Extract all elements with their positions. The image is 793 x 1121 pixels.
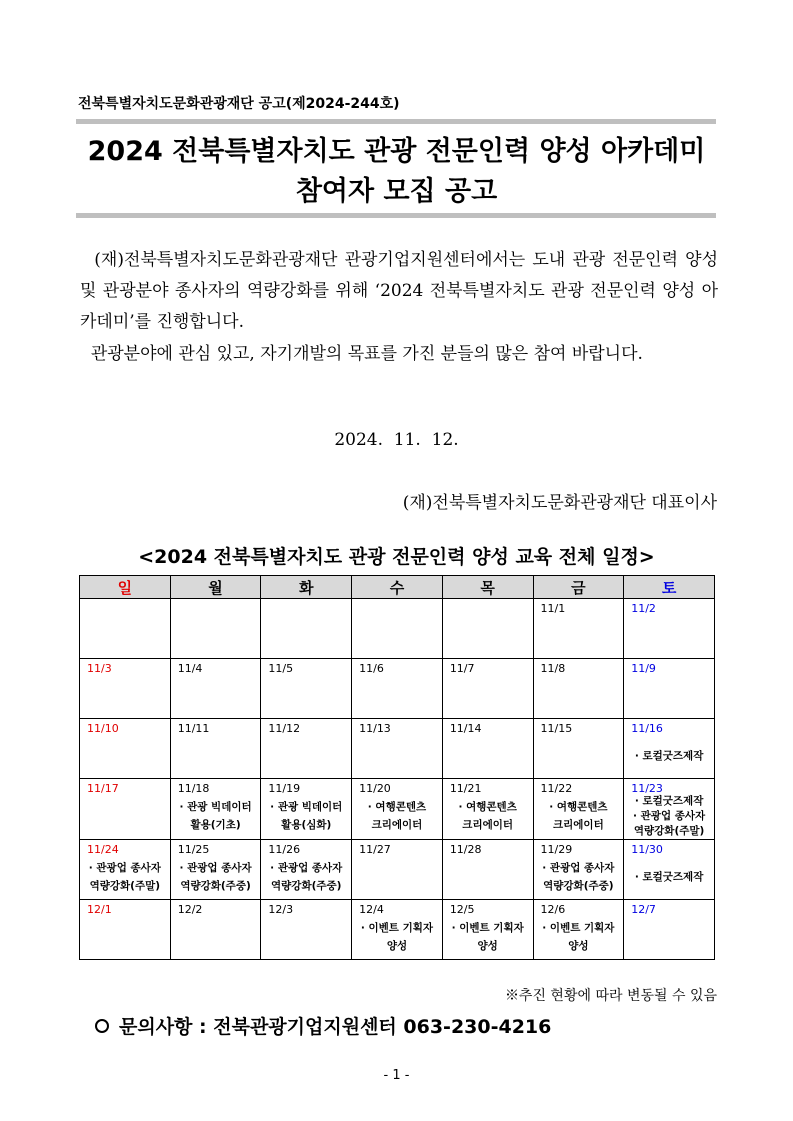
calendar-cell (442, 779, 533, 840)
event-line: 역량강화(주중) (271, 880, 342, 892)
calendar-cell (261, 900, 352, 960)
event-line: · 관광업 종사자 (179, 862, 252, 874)
calendar-cell (261, 599, 352, 659)
page-number: - 1 - (383, 1068, 410, 1083)
event-line: 양성 (477, 940, 498, 952)
calendar-week-row (80, 779, 715, 840)
calendar-cell (533, 719, 624, 779)
schedule-note: ※추진 현황에 따라 변동될 수 있음 (504, 988, 717, 1004)
cell-date: 11/2 (631, 602, 656, 615)
day-header-1: 월 (170, 576, 261, 599)
calendar-week-row (80, 840, 715, 900)
cell-date: 12/1 (87, 903, 112, 916)
calendar-cell (170, 900, 261, 960)
cell-date: 11/30 (631, 843, 663, 856)
event-line: · 관광업 종사자 (270, 862, 343, 874)
cell-events (534, 859, 624, 895)
calendar-cell (624, 840, 715, 900)
calendar-cell (624, 659, 715, 719)
event-line: 역량강화(주말) (633, 825, 705, 837)
cell-events (534, 919, 624, 955)
calendar-week-row (80, 900, 715, 960)
document-title-line1: 2024 전북특별자치도 관광 전문인력 양성 아카데미 (87, 136, 706, 167)
cell-date: 12/3 (268, 903, 294, 916)
event-line: · 로컬굿즈제작 (634, 750, 704, 762)
cell-date: 11/12 (268, 722, 301, 735)
cell-date: 11/14 (449, 722, 482, 735)
cell-date (352, 599, 442, 602)
intro-paragraph (80, 245, 718, 338)
invitation-paragraph-text: 관광분야에 관심 있고, 자기개발의 목표를 가진 분들의 많은 참여 바랍니다. (90, 344, 643, 364)
calendar-cell (261, 659, 352, 719)
schedule-title: <2024 전북특별자치도 관광 전문인력 양성 교육 전체 일정> (138, 546, 655, 568)
cell-date: 11/29 (540, 843, 573, 856)
event-line: 역량강화(주중) (180, 880, 251, 892)
calendar-cell (624, 599, 715, 659)
event-line: · 관광 빅데이터 (270, 801, 343, 813)
calendar-cell (261, 779, 352, 840)
calendar-cell (170, 599, 261, 659)
cell-date: 12/4 (359, 903, 384, 916)
event-line: 양성 (568, 940, 589, 952)
calendar-cell (352, 599, 443, 659)
calendar-cell (80, 900, 171, 960)
cell-date: 11/6 (359, 662, 384, 675)
cell-events (624, 794, 714, 839)
cell-date: 11/3 (87, 662, 112, 675)
calendar-cell (533, 659, 624, 719)
cell-date: 11/18 (177, 782, 210, 795)
event-line: 크리에이터 (553, 819, 604, 831)
cell-events (352, 798, 442, 834)
calendar-cell (352, 900, 443, 960)
event-line: · 여행콘텐츠 (458, 801, 517, 813)
event-line: 크리에이터 (371, 819, 423, 831)
schedule-calendar (79, 575, 715, 960)
cell-date: 12/2 (177, 903, 203, 916)
event-line: 역량강화(주말) (89, 880, 161, 892)
calendar-cell (80, 840, 171, 900)
cell-events (171, 798, 261, 834)
calendar-cell (624, 900, 715, 960)
cell-date: 11/22 (540, 782, 573, 795)
invitation-paragraph (80, 339, 718, 370)
cell-date: 11/23 (631, 782, 663, 795)
cell-date (443, 599, 533, 602)
cell-events (443, 919, 533, 955)
event-line: 크리에이터 (462, 819, 514, 831)
cell-events (261, 859, 351, 895)
day-header-6: 토 (624, 576, 715, 599)
cell-date (80, 599, 170, 602)
intro-paragraph-text: (재)전북특별자치도문화관광재단 관광기업지원센터에서는 도내 관광 전문인력 양성 및 관광분야 종사자의 역량강화를 위해 ‘2024 전북특별자치도 관광 전문인력 양성 아카데미’를 진행합니다. (80, 250, 718, 332)
cell-events (171, 859, 261, 895)
calendar-cell (442, 659, 533, 719)
event-line: · 이벤트 기획자 (360, 922, 434, 934)
cell-events (624, 747, 714, 765)
event-line: · 이벤트 기획자 (542, 922, 615, 934)
calendar-cell (170, 659, 261, 719)
cell-events (443, 798, 533, 834)
cell-date: 11/24 (87, 843, 119, 856)
event-line: · 로컬굿즈제작 (634, 871, 704, 883)
cell-date: 11/28 (449, 843, 482, 856)
calendar-cell (170, 779, 261, 840)
calendar-cell (261, 719, 352, 779)
cell-date: 11/9 (631, 662, 656, 675)
calendar-header-row (80, 576, 715, 599)
event-line: 역량강화(주중) (543, 880, 614, 892)
calendar-cell (442, 840, 533, 900)
cell-events (534, 798, 624, 834)
cell-date (261, 599, 351, 602)
calendar-cell (80, 659, 171, 719)
event-line: · 관광업 종사자 (88, 862, 161, 874)
document-title-line2: 참여자 모집 공고 (295, 176, 498, 207)
calendar-cell (533, 840, 624, 900)
calendar-cell (442, 900, 533, 960)
event-line: · 로컬굿즈제작 (634, 795, 704, 807)
event-line: · 이벤트 기획자 (451, 922, 524, 934)
calendar-cell (80, 719, 171, 779)
calendar-cell (170, 840, 261, 900)
cell-events (352, 919, 442, 955)
event-line: 활용(심화) (281, 819, 332, 831)
event-line: 양성 (386, 940, 408, 952)
cell-date: 11/13 (359, 722, 391, 735)
event-line: · 여행콘텐츠 (367, 801, 427, 813)
cell-date: 11/20 (359, 782, 391, 795)
cell-date: 11/19 (268, 782, 301, 795)
notice-number: 전북특별자치도문화관광재단 공고(제2024-244호) (78, 96, 400, 112)
calendar-cell (442, 719, 533, 779)
notice-date: 2024. 11. 12. (334, 430, 459, 450)
calendar-cell (442, 599, 533, 659)
cell-events (80, 859, 170, 895)
cell-events (624, 868, 714, 886)
cell-date: 11/25 (177, 843, 210, 856)
cell-date: 11/26 (268, 843, 301, 856)
calendar-cell (80, 599, 171, 659)
calendar-week-row (80, 719, 715, 779)
cell-date: 12/5 (449, 903, 475, 916)
cell-date: 11/15 (540, 722, 573, 735)
calendar-week-row (80, 659, 715, 719)
calendar-cell (352, 779, 443, 840)
top-divider (76, 119, 716, 124)
circle-bullet-icon (95, 1019, 109, 1033)
calendar-cell (352, 719, 443, 779)
cell-date: 11/1 (540, 602, 566, 615)
calendar-cell (80, 779, 171, 840)
cell-date: 11/17 (87, 782, 119, 795)
calendar-cell (352, 840, 443, 900)
event-line: · 관광업 종사자 (633, 810, 706, 822)
cell-date: 11/4 (177, 662, 203, 675)
bottom-divider (76, 213, 716, 218)
calendar-body (80, 599, 715, 960)
calendar-week-row (80, 599, 715, 659)
cell-date (171, 599, 261, 602)
calendar-cell (533, 599, 624, 659)
cell-date: 12/7 (631, 903, 656, 916)
cell-date: 11/16 (631, 722, 663, 735)
cell-date: 11/5 (268, 662, 294, 675)
cell-date: 11/11 (177, 722, 210, 735)
calendar-cell (624, 779, 715, 840)
calendar-cell (352, 659, 443, 719)
calendar-cell (533, 900, 624, 960)
calendar-cell (533, 779, 624, 840)
calendar-cell (170, 719, 261, 779)
cell-date: 11/7 (449, 662, 475, 675)
cell-events (261, 798, 351, 834)
cell-date: 11/21 (449, 782, 482, 795)
cell-date: 11/10 (87, 722, 119, 735)
calendar-cell (261, 840, 352, 900)
day-header-2: 화 (261, 576, 352, 599)
contact-info (95, 1012, 551, 1039)
day-header-4: 목 (442, 576, 533, 599)
event-line: · 여행콘텐츠 (549, 801, 608, 813)
day-header-5: 금 (533, 576, 624, 599)
calendar-cell (624, 719, 715, 779)
cell-date: 11/27 (359, 843, 391, 856)
cell-date: 12/6 (540, 903, 566, 916)
day-header-3: 수 (352, 576, 443, 599)
contact-label: 문의사항 : 전북관광기업지원센터 063-230-4216 (119, 1016, 552, 1038)
event-line: · 관광업 종사자 (542, 862, 615, 874)
event-line: · 관광 빅데이터 (179, 801, 252, 813)
day-header-0: 일 (80, 576, 171, 599)
event-line: 활용(기초) (190, 819, 241, 831)
sender: (재)전북특별자치도문화관광재단 대표이사 (402, 493, 717, 513)
cell-date: 11/8 (540, 662, 566, 675)
